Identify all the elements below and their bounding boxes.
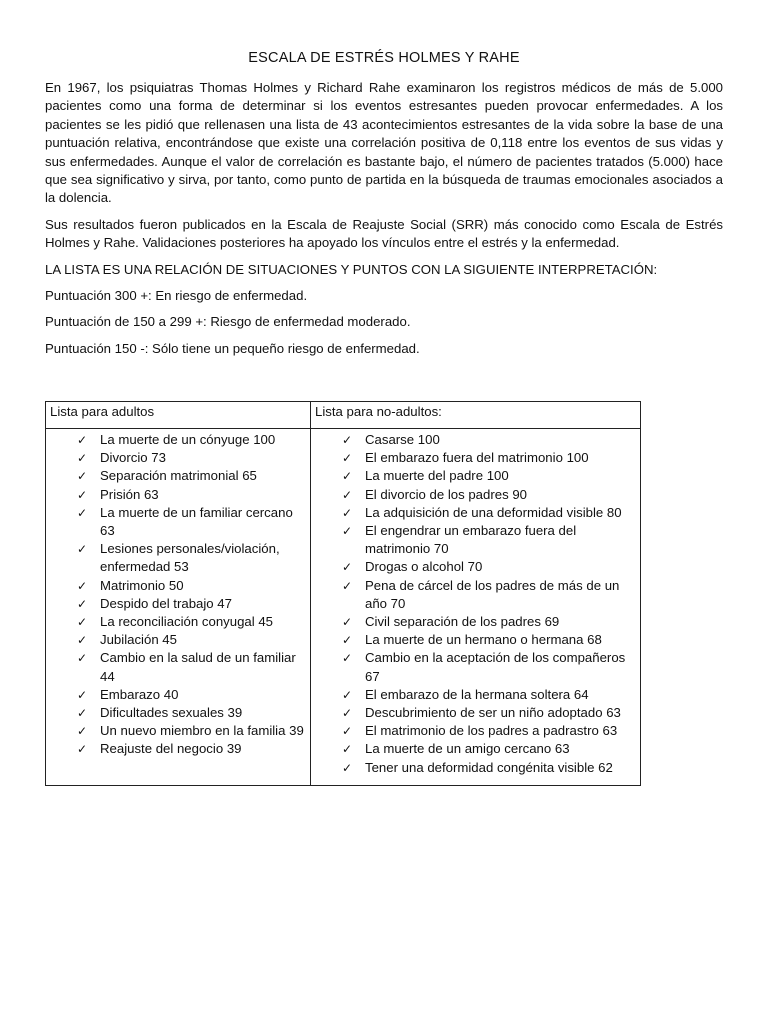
list-item [50, 740, 306, 758]
list-item-text: La adquisición de una deformidad visible 80 [365, 504, 622, 520]
list-item-text: El engendrar un embarazo fuera del matrimonio 70 [365, 523, 577, 557]
list-item [315, 759, 636, 777]
list-item [315, 449, 636, 467]
checkmark-icon: ✓ [342, 760, 353, 775]
checkmark-icon: ✓ [342, 578, 353, 593]
list-item [315, 613, 636, 631]
checkmark-icon: ✓ [77, 615, 88, 630]
checkmark-icon: ✓ [77, 742, 88, 757]
checkmark-icon: ✓ [342, 651, 353, 666]
list-item-text: Tener una deformidad congénita visible 62 [365, 759, 613, 775]
list-item-text: Un nuevo miembro en la familia 39 [100, 723, 304, 739]
list-item [315, 740, 636, 758]
results-paragraph: Sus resultados fueron publicados en la Escala de Reajuste Social (SRR) más conocido como Escala de Estrés Holmes y Rahe. Validaciones posteriores ha apoyado los vínculos entre el estrés y la enfermedad. [45, 216, 723, 251]
list-item-text: Separación matrimonial 65 [100, 468, 257, 484]
list-item [50, 722, 306, 740]
nonadults-list-header: Lista para no-adultos: [311, 402, 641, 429]
interpretation-heading: LA LISTA ES UNA RELACIÓN DE SITUACIONES Y PUNTOS CON LA SIGUIENTE INTERPRETACIÓN: [45, 261, 658, 277]
list-item-text: Cambio en la aceptación de los compañeros 67 [365, 650, 626, 684]
checkmark-icon: ✓ [342, 687, 353, 702]
list-item-text: Prisión 63 [100, 486, 159, 502]
checkmark-icon: ✓ [77, 596, 88, 611]
list-item [50, 704, 306, 722]
checkmark-icon: ✓ [77, 433, 88, 447]
list-item-text: La muerte de un hermano o hermana 68 [365, 632, 602, 648]
list-item [50, 486, 306, 504]
list-item-text: Reajuste del negocio 39 [100, 741, 242, 757]
list-item-text: El embarazo de la hermana soltera 64 [365, 686, 589, 702]
checkmark-icon: ✓ [77, 687, 88, 702]
checkmark-icon: ✓ [342, 505, 353, 520]
list-item-text: Pena de cárcel de los padres de más de un año 70 [365, 577, 620, 611]
list-item [315, 467, 636, 485]
list-item-text: Casarse 100 [365, 432, 440, 447]
list-item [315, 631, 636, 649]
adults-list-header: Lista para adultos [46, 402, 311, 429]
list-item [50, 686, 306, 704]
list-item [50, 449, 306, 467]
checkmark-icon: ✓ [342, 451, 353, 466]
nonadults-list-cell [311, 429, 641, 786]
list-item [315, 504, 636, 522]
checkmark-icon: ✓ [77, 451, 88, 466]
list-item [315, 722, 636, 740]
list-item-text: Descubrimiento de ser un niño adoptado 63 [365, 705, 621, 721]
list-item [50, 431, 306, 449]
list-item [50, 467, 306, 485]
list-item-text: Lesiones personales/violación, enfermedad 53 [100, 541, 280, 575]
list-item [50, 631, 306, 649]
list-item [315, 486, 636, 504]
list-item-text: La muerte de un cónyuge 100 [100, 432, 276, 447]
checkmark-icon: ✓ [77, 633, 88, 648]
checkmark-icon: ✓ [77, 651, 88, 666]
checkmark-icon: ✓ [77, 487, 88, 502]
list-item-text: Drogas o alcohol 70 [365, 559, 483, 575]
list-item-text: El matrimonio de los padres a padrastro 63 [365, 723, 618, 739]
checkmark-icon: ✓ [342, 706, 353, 721]
list-item-text: Embarazo 40 [100, 686, 179, 702]
list-item [50, 613, 306, 631]
checkmark-icon: ✓ [342, 742, 353, 757]
checkmark-icon: ✓ [342, 469, 353, 484]
list-item-text: Matrimonio 50 [100, 577, 184, 593]
list-item-text: La muerte de un familiar cercano 63 [100, 504, 293, 539]
list-item-text: Cambio en la salud de un familiar 44 [100, 650, 296, 684]
list-item [315, 522, 636, 558]
list-item-text: Civil separación de los padres 69 [365, 614, 560, 630]
list-item [315, 649, 636, 685]
checkmark-icon: ✓ [342, 615, 353, 630]
checkmark-icon: ✓ [342, 724, 353, 739]
stress-lists-table [45, 401, 641, 786]
checkmark-icon: ✓ [77, 505, 88, 520]
list-item-text: La reconciliación conyugal 45 [100, 614, 274, 630]
document-page [45, 0, 723, 775]
checkmark-icon: ✓ [342, 633, 353, 648]
score-moderate: Puntuación de 150 a 299 +: Riesgo de enfermedad moderado. [45, 314, 411, 330]
document-title: ESCALA DE ESTRÉS HOLMES Y RAHE [248, 50, 520, 66]
checkmark-icon: ✓ [342, 524, 353, 539]
list-item-text: Divorcio 73 [100, 450, 166, 466]
table-header-row [46, 402, 641, 429]
list-item-text: El divorcio de los padres 90 [365, 486, 528, 502]
list-item [315, 686, 636, 704]
checkmark-icon: ✓ [77, 542, 88, 557]
list-item [50, 540, 306, 576]
checkmark-icon: ✓ [77, 578, 88, 593]
list-item [315, 704, 636, 722]
list-item [315, 558, 636, 576]
checkmark-icon: ✓ [77, 724, 88, 739]
list-item-text: Despido del trabajo 47 [100, 595, 232, 611]
list-item [50, 504, 306, 540]
nonadults-list [315, 431, 636, 777]
list-item-text: La muerte de un amigo cercano 63 [365, 741, 570, 757]
list-item [50, 577, 306, 595]
checkmark-icon: ✓ [342, 487, 353, 502]
score-low: Puntuación 150 -: Sólo tiene un pequeño riesgo de enfermedad. [45, 340, 420, 356]
table-body-row [46, 429, 641, 786]
list-item [50, 595, 306, 613]
list-item [50, 649, 306, 685]
checkmark-icon: ✓ [77, 706, 88, 721]
checkmark-icon: ✓ [77, 469, 88, 484]
list-item-text: Dificultades sexuales 39 [100, 705, 243, 721]
score-high: Puntuación 300 +: En riesgo de enfermedad. [45, 288, 308, 304]
list-item-text: La muerte del padre 100 [365, 468, 509, 484]
intro-paragraph: En 1967, los psiquiatras Thomas Holmes y Richard Rahe examinaron los registros médicos de más de 5.000 pacientes como una forma de determinar si los eventos estresantes pueden provocar enfermedades. A los pacientes se les pidió que rellenasen una lista de 43 acontecimientos estresantes de la vida sobre la base de una puntuación relativa, encontrándose que existe una correlación positiva de 0,118 entre los eventos de sus vidas y sus enfermedades. Aunque el valor de correlación es bastante bajo, el número de pacientes tratados (5.000) hace que sea significativo y sirva, por tanto, como punto de partida en la búsqueda de traumas emocionales asociados a la dolencia. [45, 80, 723, 206]
adults-list [50, 431, 306, 759]
checkmark-icon: ✓ [342, 560, 353, 575]
checkmark-icon: ✓ [342, 433, 353, 447]
list-item [315, 431, 636, 449]
list-item-text: El embarazo fuera del matrimonio 100 [365, 450, 589, 466]
adults-list-cell [46, 429, 311, 786]
list-item [315, 577, 636, 613]
list-item-text: Jubilación 45 [100, 632, 177, 648]
